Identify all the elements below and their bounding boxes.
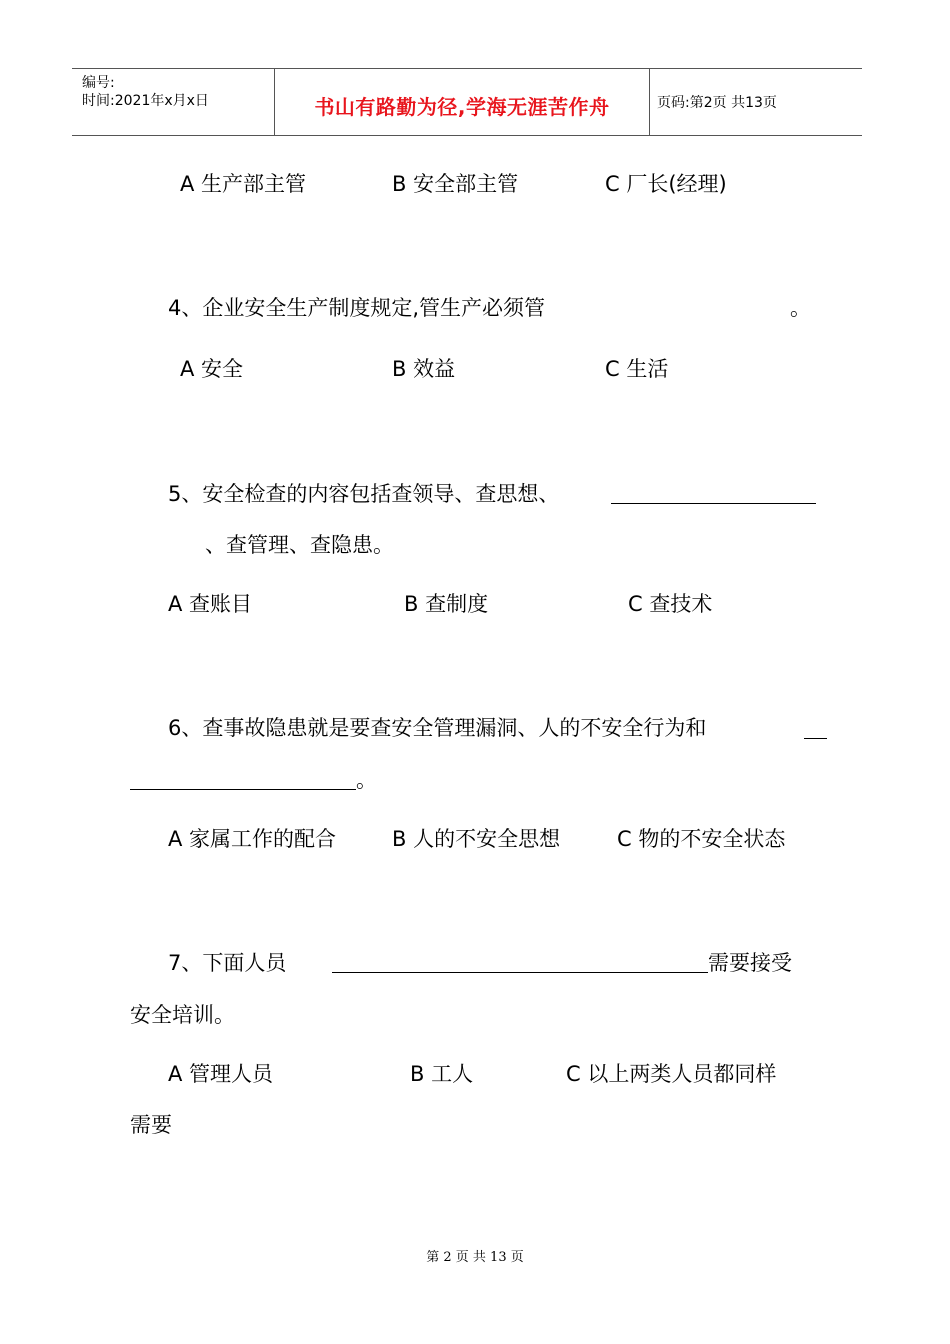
q6-text-line1: 6、查事故隐患就是要查安全管理漏洞、人的不安全行为和	[168, 716, 707, 740]
q4-text: 4、企业安全生产制度规定,管生产必须管	[168, 296, 546, 320]
q6-option-c: C 物的不安全状态	[617, 827, 786, 851]
q7-option-c-continued: 需要	[130, 1113, 172, 1137]
header-page-cell	[649, 69, 862, 135]
page-header	[72, 68, 862, 136]
q6-option-b: B 人的不安全思想	[392, 827, 561, 851]
header-info-cell	[72, 69, 274, 135]
page-footer: 第 2 页 共 13 页	[426, 1250, 524, 1265]
document-number-label: 编号:	[82, 75, 115, 91]
header-page-label: 页码:第2页 共13页	[657, 95, 777, 111]
q7-text-line2: 安全培训。	[130, 1003, 235, 1027]
q5-text-line1: 5、安全检查的内容包括查领导、查思想、	[168, 482, 560, 506]
q6-option-a: A 家属工作的配合	[168, 827, 337, 851]
q7-option-c: C 以上两类人员都同样	[566, 1062, 777, 1086]
q7-option-b: B 工人	[410, 1062, 474, 1086]
q7-option-a: A 管理人员	[168, 1062, 274, 1086]
q4-option-c: C 生活	[605, 357, 669, 381]
q5-option-a: A 查账目	[168, 592, 253, 616]
q6-end: 。	[356, 768, 377, 792]
q3-option-b: B 安全部主管	[392, 172, 519, 196]
q4-option-a: A 安全	[180, 357, 244, 381]
q7-text-start: 7、下面人员	[168, 951, 287, 975]
document-date-label: 时间:2021年x月x日	[82, 93, 209, 109]
q5-answer-blank	[611, 503, 816, 504]
q6-answer-blank-start	[804, 738, 827, 739]
q7-text-end: 需要接受	[708, 951, 792, 975]
q4-option-b: B 效益	[392, 357, 456, 381]
q5-option-c: C 查技术	[628, 592, 713, 616]
header-motto: 书山有路勤为径,学海无涯苦作舟	[314, 95, 610, 119]
q6-answer-blank	[130, 789, 356, 790]
q4-end: 。	[790, 296, 811, 320]
q3-option-c: C 厂长(经理)	[605, 172, 727, 196]
q5-option-b: B 查制度	[404, 592, 489, 616]
q5-text-line2: 、查管理、查隐患。	[205, 533, 394, 557]
header-motto-cell	[274, 69, 650, 135]
q7-answer-blank	[332, 972, 708, 973]
q3-option-a: A 生产部主管	[180, 172, 307, 196]
